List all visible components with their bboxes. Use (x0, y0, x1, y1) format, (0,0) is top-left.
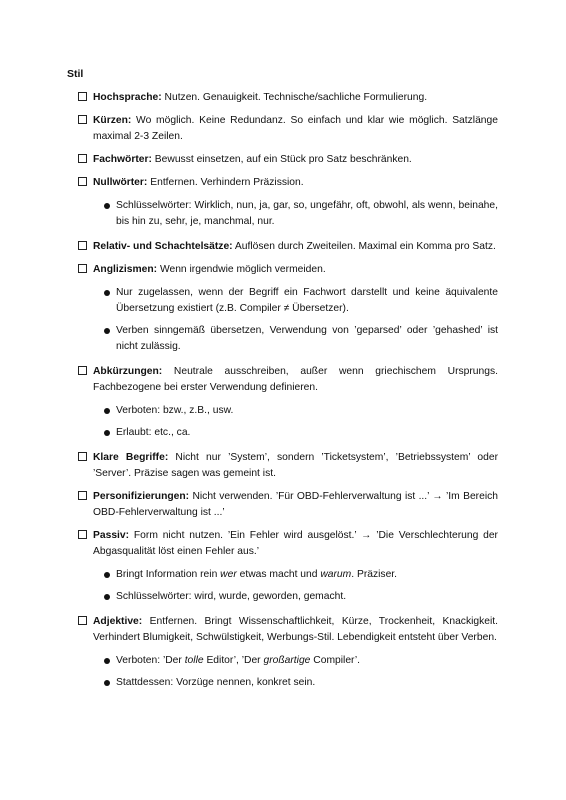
checkbox-icon[interactable] (78, 241, 87, 250)
checklist-item-personifizierungen (78, 489, 498, 521)
bullet-list (78, 403, 498, 441)
bullet-icon (104, 594, 110, 600)
bullet-list (78, 653, 498, 691)
checkbox-icon[interactable] (78, 177, 87, 186)
checkbox-icon[interactable] (78, 530, 87, 539)
item-text: Wo möglich. Keine Redundanz. So einfach und klar wie möglich. Satzlänge maximal 2-3 Zeilen. (93, 115, 498, 142)
checkbox-icon[interactable] (78, 115, 87, 124)
bullet-list (78, 567, 498, 605)
item-text: Neutrale ausschreiben, außer wenn griechischem Ursprungs. Fachbezogene bei erster Verwendung definieren. (93, 366, 498, 393)
item-term: Personifizierungen: (93, 491, 190, 502)
bullet-item: Nur zugelassen, wenn der Begriff ein Fachwort darstellt und keine äquivalente Übersetzung existiert (z.B. Compiler ≠ Übersetzer). (78, 285, 498, 317)
bullet-item: Schlüsselwörter: wird, wurde, geworden, gemacht. (78, 589, 498, 605)
item-term: Relativ- und Schachtelsätze: (93, 241, 233, 252)
item-term: Kürzen: (93, 115, 132, 126)
checkbox-icon[interactable] (78, 452, 87, 461)
checklist-item-kuerzen (78, 113, 498, 145)
item-text: Form nicht nutzen. ’Ein Fehler wird ausgelöst.’ → ’Die Verschlechterung der Abgasqualität löst einen Fehler aus.’ (93, 530, 498, 557)
checklist-item-relativsaetze (78, 239, 498, 255)
bullet-icon (104, 328, 110, 334)
bullet-item: Schlüsselwörter: Wirklich, nun, ja, gar, so, ungefähr, oft, obwohl, als wenn, beinahe, bis hin zu, sehr, je, manchmal, nur. (78, 198, 498, 230)
section-title: Stil (67, 68, 84, 80)
bullet-list (78, 198, 498, 230)
item-term: Abkürzungen: (93, 366, 163, 377)
item-text: Entfernen. Bringt Wissenschaftlichkeit, Kürze, Trockenheit, Knackigkeit. Verhindert Blumigkeit, Schwülstigkeit, Werbungs-Stil. Lebendigkeit entsteht über Verben. (93, 616, 498, 643)
item-term: Nullwörter: (93, 177, 148, 188)
item-term: Fachwörter: (93, 154, 152, 165)
bullet-icon (104, 680, 110, 686)
item-term: Anglizismen: (93, 264, 158, 275)
bullet-icon (104, 290, 110, 296)
checkbox-icon[interactable] (78, 264, 87, 273)
item-term: Klare Begriffe: (93, 452, 169, 463)
bullet-item: Erlaubt: etc., ca. (78, 425, 498, 441)
checkbox-icon[interactable] (78, 616, 87, 625)
checklist-item-abkuerzungen (78, 364, 498, 396)
checklist-item-adjektive (78, 614, 498, 646)
item-term: Passiv: (93, 530, 130, 541)
bullet-icon (104, 203, 110, 209)
bullet-item: Stattdessen: Vorzüge nennen, konkret sein. (78, 675, 498, 691)
bullet-icon (104, 658, 110, 664)
checkbox-icon[interactable] (78, 92, 87, 101)
bullet-icon (104, 430, 110, 436)
bullet-icon (104, 408, 110, 414)
item-text: Auflösen durch Zweiteilen. Maximal ein Komma pro Satz. (232, 241, 496, 252)
checkbox-icon[interactable] (78, 491, 87, 500)
checklist-item-nullwoerter (78, 175, 498, 191)
item-text: Nutzen. Genauigkeit. Technische/sachliche Formulierung. (161, 92, 428, 103)
item-term: Hochsprache: (93, 92, 162, 103)
checklist (78, 90, 498, 700)
checklist-item-klare-begriffe (78, 450, 498, 482)
checklist-item-hochsprache (78, 90, 498, 106)
checklist-item-passiv (78, 528, 498, 560)
checklist-item-anglizismen (78, 262, 498, 278)
bullet-item: Verben sinngemäß übersetzen, Verwendung von ’geparsed’ oder ’gehashed’ ist nicht zulässig. (78, 323, 498, 355)
bullet-list (78, 285, 498, 355)
item-term: Adjektive: (93, 616, 143, 627)
bullet-item: Verboten: ’Der tolle Editor’, ’Der großartige Compiler’. (78, 653, 498, 669)
checkbox-icon[interactable] (78, 366, 87, 375)
bullet-icon (104, 572, 110, 578)
checkbox-icon[interactable] (78, 154, 87, 163)
item-text: Nicht verwenden. ’Für OBD-Fehlerverwaltung ist ...’ → ’Im Bereich OBD-Fehlerverwaltung ist ...’ (93, 491, 498, 518)
item-text: Wenn irgendwie möglich vermeiden. (157, 264, 326, 275)
item-text: Nicht nur ’System’, sondern ’Ticketsystem’, ’Betriebssystem’ oder ’Server’. Präzise sagen was gemeint ist. (93, 452, 499, 479)
item-text: Entfernen. Verhindern Präzission. (147, 177, 304, 188)
item-text: Bewusst einsetzen, auf ein Stück pro Satz beschränken. (151, 154, 412, 165)
bullet-item: Bringt Information rein wer etwas macht und warum. Präziser. (78, 567, 498, 583)
bullet-item: Verboten: bzw., z.B., usw. (78, 403, 498, 419)
checklist-item-fachwoerter (78, 152, 498, 168)
